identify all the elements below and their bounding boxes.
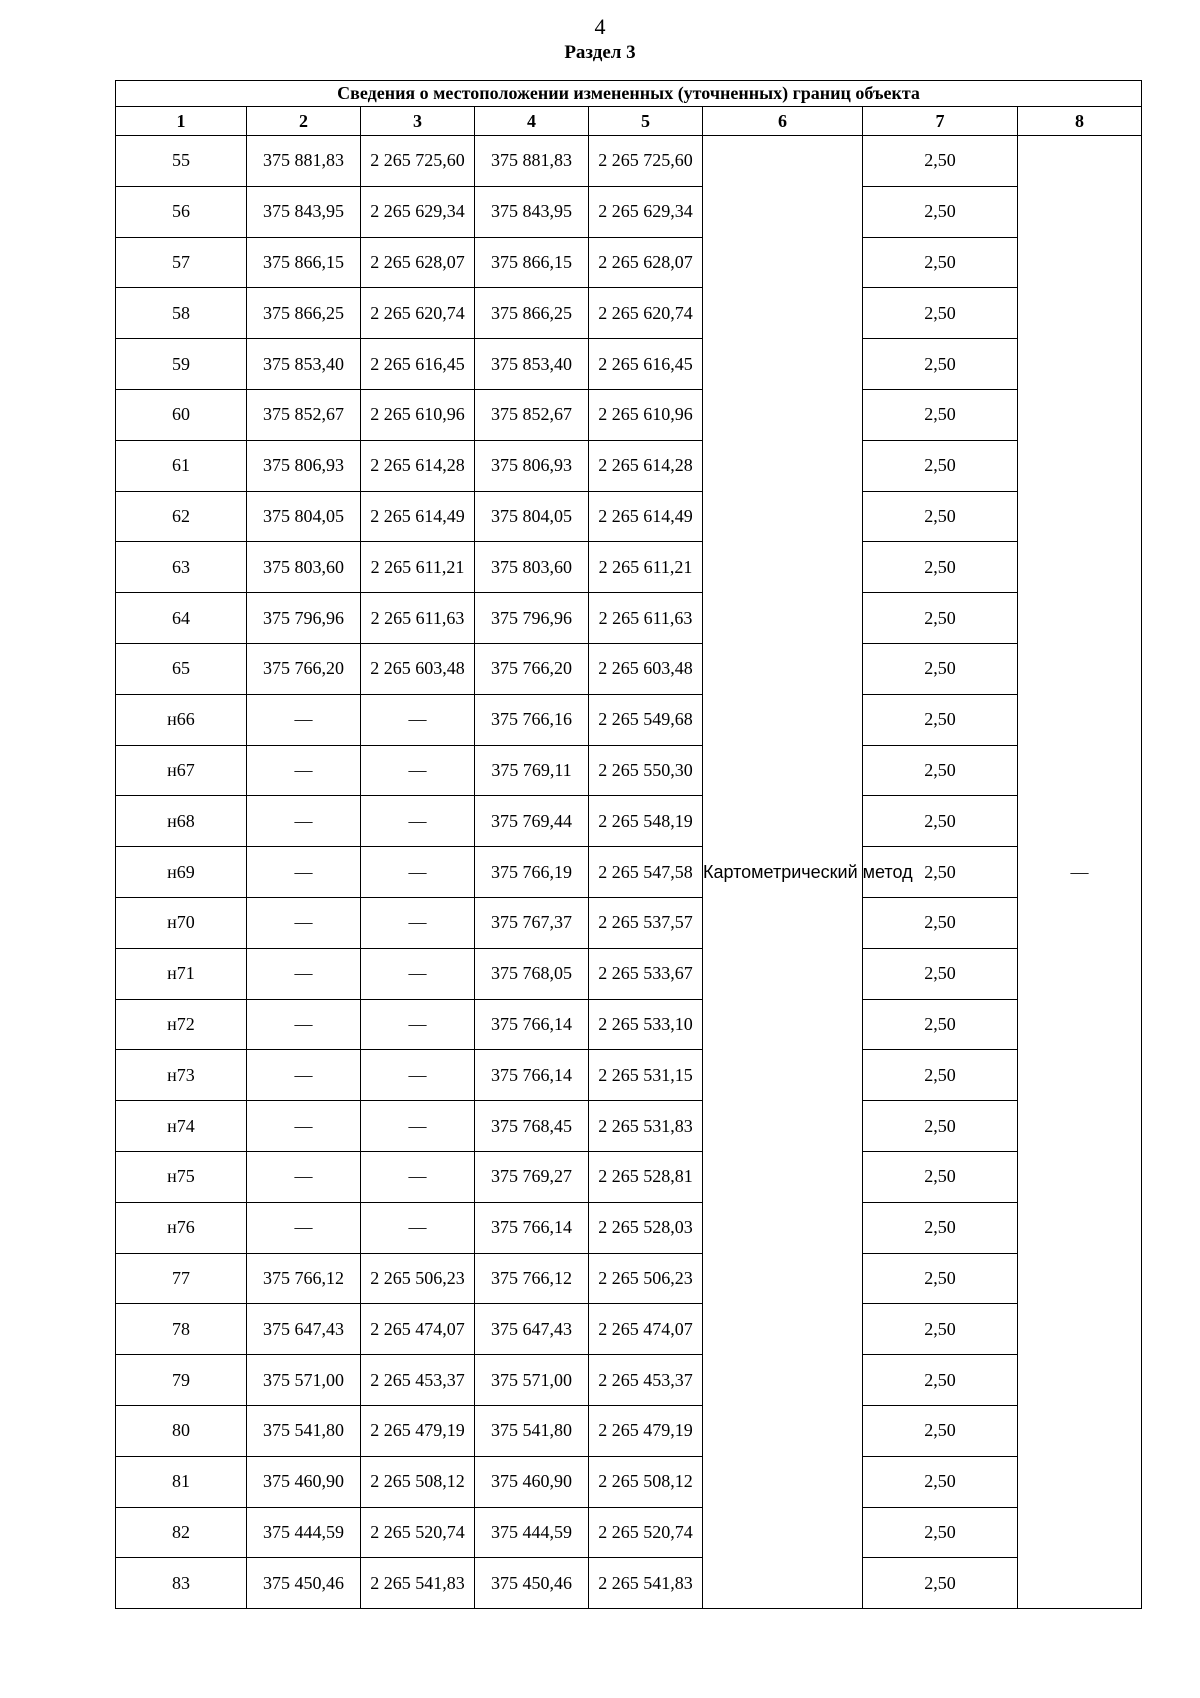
cell-y-old: 2 265 616,45 <box>361 339 475 390</box>
cell-accuracy: 2,50 <box>863 186 1018 237</box>
cell-y-old: 2 265 620,74 <box>361 288 475 339</box>
cell-x-new: 375 866,15 <box>475 237 589 288</box>
cell-accuracy: 2,50 <box>863 1507 1018 1558</box>
cell-x-old: — <box>247 1050 361 1101</box>
table-row <box>116 1151 1142 1202</box>
cell-point: 80 <box>116 1405 247 1456</box>
table-row <box>116 1304 1142 1355</box>
column-number-1: 1 <box>116 107 247 136</box>
cell-y-old: 2 265 614,28 <box>361 440 475 491</box>
cell-x-new: 375 647,43 <box>475 1304 589 1355</box>
table-row <box>116 136 1142 187</box>
cell-y-new: 2 265 479,19 <box>589 1405 703 1456</box>
cell-x-new: 375 450,46 <box>475 1558 589 1609</box>
cell-y-new: 2 265 508,12 <box>589 1456 703 1507</box>
cell-point: н72 <box>116 999 247 1050</box>
cell-x-old: 375 866,25 <box>247 288 361 339</box>
cell-x-new: 375 460,90 <box>475 1456 589 1507</box>
cell-y-new: 2 265 725,60 <box>589 136 703 187</box>
cell-point: 55 <box>116 136 247 187</box>
cell-y-old: 2 265 541,83 <box>361 1558 475 1609</box>
cell-x-new: 375 804,05 <box>475 491 589 542</box>
cell-accuracy: 2,50 <box>863 1101 1018 1152</box>
cell-y-old: 2 265 453,37 <box>361 1355 475 1406</box>
cell-y-new: 2 265 616,45 <box>589 339 703 390</box>
cell-x-old: 375 647,43 <box>247 1304 361 1355</box>
cell-y-new: 2 265 528,03 <box>589 1202 703 1253</box>
cell-x-old: 375 444,59 <box>247 1507 361 1558</box>
cell-point: 64 <box>116 593 247 644</box>
table-row <box>116 237 1142 288</box>
cell-point: 81 <box>116 1456 247 1507</box>
table-row <box>116 1253 1142 1304</box>
table-row <box>116 491 1142 542</box>
table-row <box>116 186 1142 237</box>
column-number-8: 8 <box>1018 107 1142 136</box>
cell-y-old: — <box>361 1101 475 1152</box>
cell-y-old: — <box>361 847 475 898</box>
cell-x-new: 375 852,67 <box>475 389 589 440</box>
cell-y-new: 2 265 528,81 <box>589 1151 703 1202</box>
cell-x-old: 375 460,90 <box>247 1456 361 1507</box>
cell-accuracy: 2,50 <box>863 1456 1018 1507</box>
cell-x-old: 375 866,15 <box>247 237 361 288</box>
cell-x-old: — <box>247 745 361 796</box>
cell-point: н76 <box>116 1202 247 1253</box>
cell-accuracy: 2,50 <box>863 339 1018 390</box>
cell-y-new: 2 265 520,74 <box>589 1507 703 1558</box>
cell-y-new: 2 265 474,07 <box>589 1304 703 1355</box>
cell-y-new: 2 265 548,19 <box>589 796 703 847</box>
cell-x-old: 375 852,67 <box>247 389 361 440</box>
cell-point: н70 <box>116 897 247 948</box>
cell-point: 82 <box>116 1507 247 1558</box>
table-row <box>116 999 1142 1050</box>
cell-x-old: — <box>247 1202 361 1253</box>
cell-x-new: 375 766,14 <box>475 999 589 1050</box>
cell-accuracy: 2,50 <box>863 440 1018 491</box>
cell-accuracy: 2,50 <box>863 1355 1018 1406</box>
cell-x-new: 375 766,14 <box>475 1050 589 1101</box>
cell-point: н68 <box>116 796 247 847</box>
table-row <box>116 1050 1142 1101</box>
cell-x-old: — <box>247 694 361 745</box>
cell-y-old: — <box>361 1202 475 1253</box>
cell-accuracy: 2,50 <box>863 1202 1018 1253</box>
cell-y-old: — <box>361 1050 475 1101</box>
cell-point: 59 <box>116 339 247 390</box>
cell-accuracy: 2,50 <box>863 491 1018 542</box>
cell-accuracy: 2,50 <box>863 999 1018 1050</box>
cell-y-new: 2 265 603,48 <box>589 643 703 694</box>
cell-x-old: 375 843,95 <box>247 186 361 237</box>
table-row <box>116 948 1142 999</box>
cell-y-new: 2 265 533,67 <box>589 948 703 999</box>
cell-accuracy: 2,50 <box>863 948 1018 999</box>
table-row <box>116 847 1142 898</box>
cell-x-new: 375 766,16 <box>475 694 589 745</box>
table-row <box>116 1202 1142 1253</box>
cell-y-new: 2 265 549,68 <box>589 694 703 745</box>
table-row <box>116 1355 1142 1406</box>
cell-x-old: 375 803,60 <box>247 542 361 593</box>
cell-point: н66 <box>116 694 247 745</box>
column-number-5: 5 <box>589 107 703 136</box>
cell-x-new: 375 768,05 <box>475 948 589 999</box>
cell-x-new: 375 571,00 <box>475 1355 589 1406</box>
cell-x-new: 375 769,11 <box>475 745 589 796</box>
cell-x-old: 375 881,83 <box>247 136 361 187</box>
cell-accuracy: 2,50 <box>863 593 1018 644</box>
cell-accuracy: 2,50 <box>863 694 1018 745</box>
table-body <box>116 136 1142 1609</box>
column-number-6: 6 <box>703 107 863 136</box>
cell-y-old: 2 265 611,21 <box>361 542 475 593</box>
cell-y-old: 2 265 611,63 <box>361 593 475 644</box>
cell-y-old: 2 265 628,07 <box>361 237 475 288</box>
cell-x-new: 375 444,59 <box>475 1507 589 1558</box>
cell-y-new: 2 265 506,23 <box>589 1253 703 1304</box>
table-row <box>116 1456 1142 1507</box>
cell-y-old: 2 265 614,49 <box>361 491 475 542</box>
cell-point: н69 <box>116 847 247 898</box>
cell-x-old: — <box>247 897 361 948</box>
cell-y-new: 2 265 537,57 <box>589 897 703 948</box>
section-title: Раздел 3 <box>564 42 636 63</box>
cell-y-new: 2 265 541,83 <box>589 1558 703 1609</box>
cell-point: н73 <box>116 1050 247 1101</box>
cell-x-old: 375 766,20 <box>247 643 361 694</box>
cell-x-new: 375 766,20 <box>475 643 589 694</box>
cell-y-new: 2 265 611,21 <box>589 542 703 593</box>
cell-x-old: 375 571,00 <box>247 1355 361 1406</box>
cell-x-new: 375 853,40 <box>475 339 589 390</box>
cell-y-old: — <box>361 999 475 1050</box>
cell-y-old: — <box>361 897 475 948</box>
table-row <box>116 339 1142 390</box>
cell-point: 61 <box>116 440 247 491</box>
cell-y-old: — <box>361 1151 475 1202</box>
table-row <box>116 796 1142 847</box>
table-row <box>116 897 1142 948</box>
cell-y-old: 2 265 508,12 <box>361 1456 475 1507</box>
cell-y-old: — <box>361 796 475 847</box>
cell-point: н67 <box>116 745 247 796</box>
cell-y-new: 2 265 531,15 <box>589 1050 703 1101</box>
cell-point: 63 <box>116 542 247 593</box>
cell-point: 60 <box>116 389 247 440</box>
cell-accuracy: 2,50 <box>863 1304 1018 1355</box>
cell-x-new: 375 803,60 <box>475 542 589 593</box>
cell-x-old: — <box>247 999 361 1050</box>
cell-y-new: 2 265 547,58 <box>589 847 703 898</box>
table-row <box>116 1558 1142 1609</box>
cell-y-new: 2 265 610,96 <box>589 389 703 440</box>
table-row <box>116 694 1142 745</box>
cell-x-new: 375 541,80 <box>475 1405 589 1456</box>
cell-x-old: 375 541,80 <box>247 1405 361 1456</box>
cell-accuracy: 2,50 <box>863 796 1018 847</box>
cell-y-old: 2 265 725,60 <box>361 136 475 187</box>
table-row <box>116 288 1142 339</box>
table-row <box>116 593 1142 644</box>
cell-y-old: 2 265 603,48 <box>361 643 475 694</box>
cell-accuracy: 2,50 <box>863 847 1018 898</box>
cell-point: 77 <box>116 1253 247 1304</box>
cell-x-new: 375 881,83 <box>475 136 589 187</box>
cell-y-old: 2 265 610,96 <box>361 389 475 440</box>
cell-point: 78 <box>116 1304 247 1355</box>
cell-y-new: 2 265 453,37 <box>589 1355 703 1406</box>
cell-y-old: 2 265 474,07 <box>361 1304 475 1355</box>
cell-point: 57 <box>116 237 247 288</box>
cell-x-old: 375 450,46 <box>247 1558 361 1609</box>
cell-x-new: 375 766,14 <box>475 1202 589 1253</box>
cell-accuracy: 2,50 <box>863 1151 1018 1202</box>
cell-point: 56 <box>116 186 247 237</box>
cell-accuracy: 2,50 <box>863 1405 1018 1456</box>
cell-accuracy: 2,50 <box>863 237 1018 288</box>
cell-x-old: 375 766,12 <box>247 1253 361 1304</box>
coordinates-table <box>115 80 1142 1609</box>
cell-x-old: — <box>247 1101 361 1152</box>
cell-point: 58 <box>116 288 247 339</box>
cell-point: 79 <box>116 1355 247 1406</box>
table-row <box>116 643 1142 694</box>
cell-y-new: 2 265 629,34 <box>589 186 703 237</box>
cell-x-new: 375 766,12 <box>475 1253 589 1304</box>
cell-accuracy: 2,50 <box>863 1050 1018 1101</box>
column-number-4: 4 <box>475 107 589 136</box>
cell-x-old: 375 806,93 <box>247 440 361 491</box>
cell-y-new: 2 265 531,83 <box>589 1101 703 1152</box>
cell-x-new: 375 866,25 <box>475 288 589 339</box>
column8-cell: — <box>1018 136 1142 1609</box>
cell-point: н71 <box>116 948 247 999</box>
cell-y-new: 2 265 611,63 <box>589 593 703 644</box>
cell-x-new: 375 768,45 <box>475 1101 589 1152</box>
table-row <box>116 440 1142 491</box>
cell-y-old: — <box>361 745 475 796</box>
cell-x-old: 375 853,40 <box>247 339 361 390</box>
table-row <box>116 745 1142 796</box>
table-row <box>116 1101 1142 1152</box>
cell-y-new: 2 265 614,28 <box>589 440 703 491</box>
cell-accuracy: 2,50 <box>863 1558 1018 1609</box>
cell-y-old: 2 265 479,19 <box>361 1405 475 1456</box>
cell-accuracy: 2,50 <box>863 745 1018 796</box>
cell-x-new: 375 766,19 <box>475 847 589 898</box>
cell-x-old: 375 796,96 <box>247 593 361 644</box>
cell-x-new: 375 806,93 <box>475 440 589 491</box>
cell-x-old: — <box>247 948 361 999</box>
column-number-7: 7 <box>863 107 1018 136</box>
cell-y-new: 2 265 533,10 <box>589 999 703 1050</box>
table-caption: Сведения о местоположении измененных (уточненных) границ объекта <box>116 81 1142 107</box>
cell-y-new: 2 265 550,30 <box>589 745 703 796</box>
cell-x-new: 375 767,37 <box>475 897 589 948</box>
cell-x-old: — <box>247 847 361 898</box>
cell-point: 62 <box>116 491 247 542</box>
cell-accuracy: 2,50 <box>863 136 1018 187</box>
cell-x-old: — <box>247 1151 361 1202</box>
cell-x-new: 375 796,96 <box>475 593 589 644</box>
table-row <box>116 389 1142 440</box>
table-row <box>116 1507 1142 1558</box>
cell-accuracy: 2,50 <box>863 643 1018 694</box>
cell-x-new: 375 769,27 <box>475 1151 589 1202</box>
column-number-2: 2 <box>247 107 361 136</box>
cell-accuracy: 2,50 <box>863 897 1018 948</box>
cell-y-old: — <box>361 694 475 745</box>
cell-x-old: 375 804,05 <box>247 491 361 542</box>
page-number: 4 <box>594 14 606 39</box>
cell-y-new: 2 265 620,74 <box>589 288 703 339</box>
cell-y-old: 2 265 506,23 <box>361 1253 475 1304</box>
cell-point: н75 <box>116 1151 247 1202</box>
cell-y-new: 2 265 614,49 <box>589 491 703 542</box>
cell-x-old: — <box>247 796 361 847</box>
cell-point: 65 <box>116 643 247 694</box>
cell-y-old: — <box>361 948 475 999</box>
cell-y-old: 2 265 629,34 <box>361 186 475 237</box>
cell-accuracy: 2,50 <box>863 389 1018 440</box>
method-cell: Картометрический метод <box>703 136 863 1609</box>
cell-point: н74 <box>116 1101 247 1152</box>
cell-accuracy: 2,50 <box>863 542 1018 593</box>
cell-accuracy: 2,50 <box>863 1253 1018 1304</box>
cell-x-new: 375 843,95 <box>475 186 589 237</box>
table-row <box>116 1405 1142 1456</box>
table-row <box>116 542 1142 593</box>
cell-y-new: 2 265 628,07 <box>589 237 703 288</box>
cell-x-new: 375 769,44 <box>475 796 589 847</box>
cell-point: 83 <box>116 1558 247 1609</box>
column-number-3: 3 <box>361 107 475 136</box>
cell-y-old: 2 265 520,74 <box>361 1507 475 1558</box>
cell-accuracy: 2,50 <box>863 288 1018 339</box>
